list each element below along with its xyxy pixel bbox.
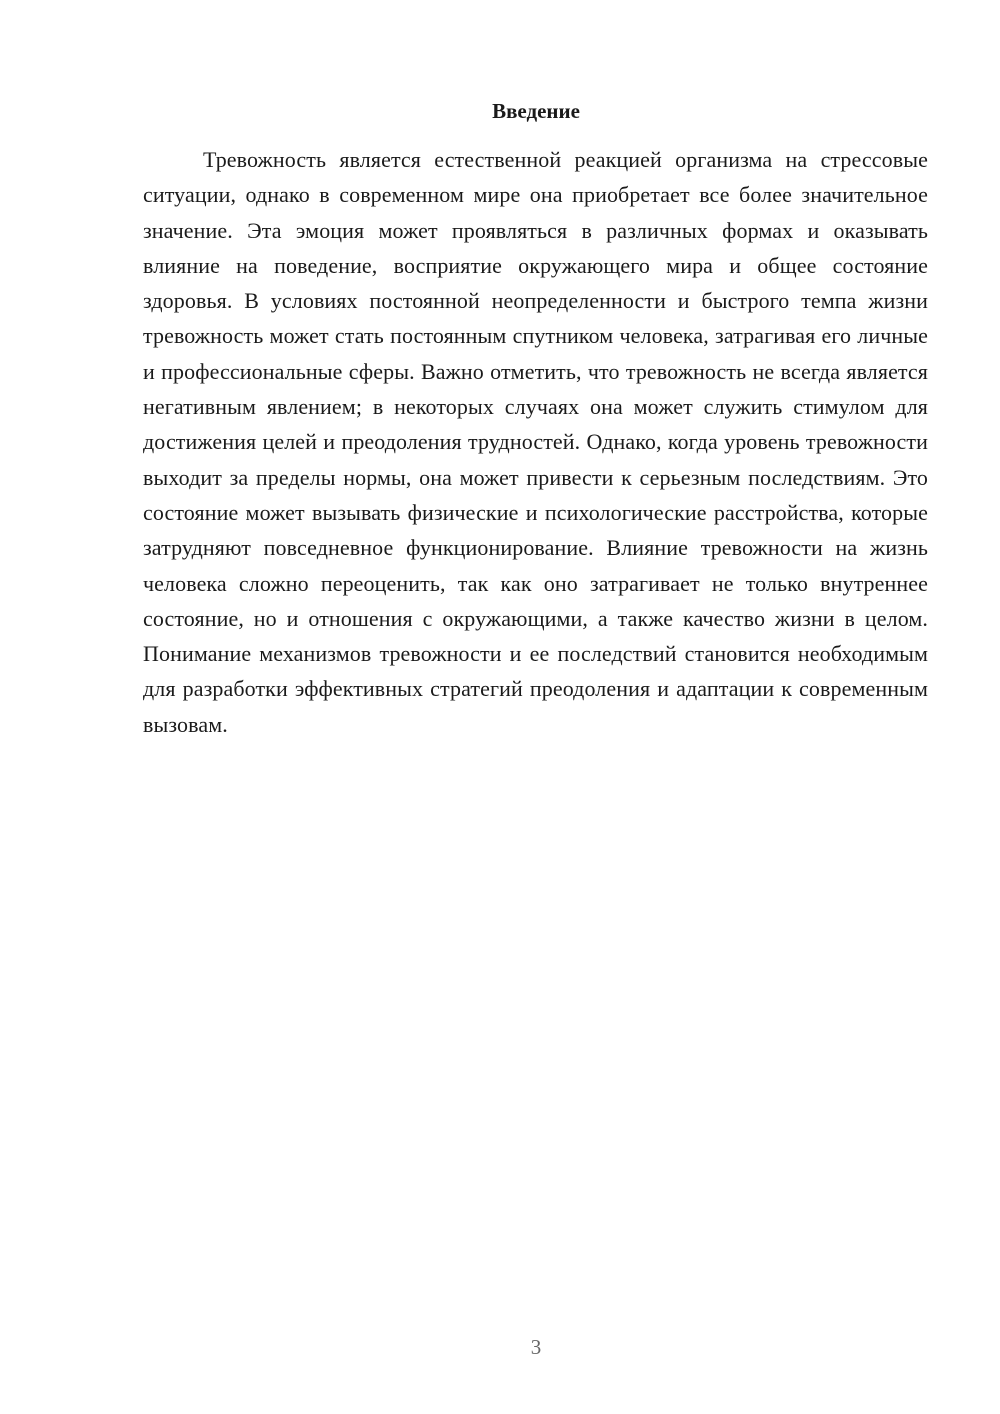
section-heading: Введение [492, 99, 580, 123]
body-paragraph: Тревожность является естественной реакцией организма на стрессовые ситуации, однако в современном мире она приобретает все более значительное значение. Эта эмоция может проявляться в различных формах и оказывать влияние на поведение, восприятие окружающего мира и общее состояние здоровья. В условиях постоянной неопределенности и быстрого темпа жизни тревожность может стать постоянным спутником человека, затрагивая его личные и профессиональные сферы. Важно отметить, что тревожность не всегда является негативным явлением; в некоторых случаях она может служить стимулом для достижения целей и преодоления трудностей. Однако, когда уровень тревожности выходит за пределы нормы, она может привести к серьезным последствиям. Это состояние может вызывать физические и психологические расстройства, которые затрудняют повседневное функционирование. Влияние тревожности на жизнь человека сложно переоценить, так как оно затрагивает не только внутреннее состояние, но и отношения с окружающими, а также качество жизни в целом. Понимание механизмов тревожности и ее последствий становится необходимым для разработки эффективных стратегий преодоления и адаптации к современным вызовам. [143, 147, 928, 737]
page-number: 3 [530, 1335, 542, 1359]
